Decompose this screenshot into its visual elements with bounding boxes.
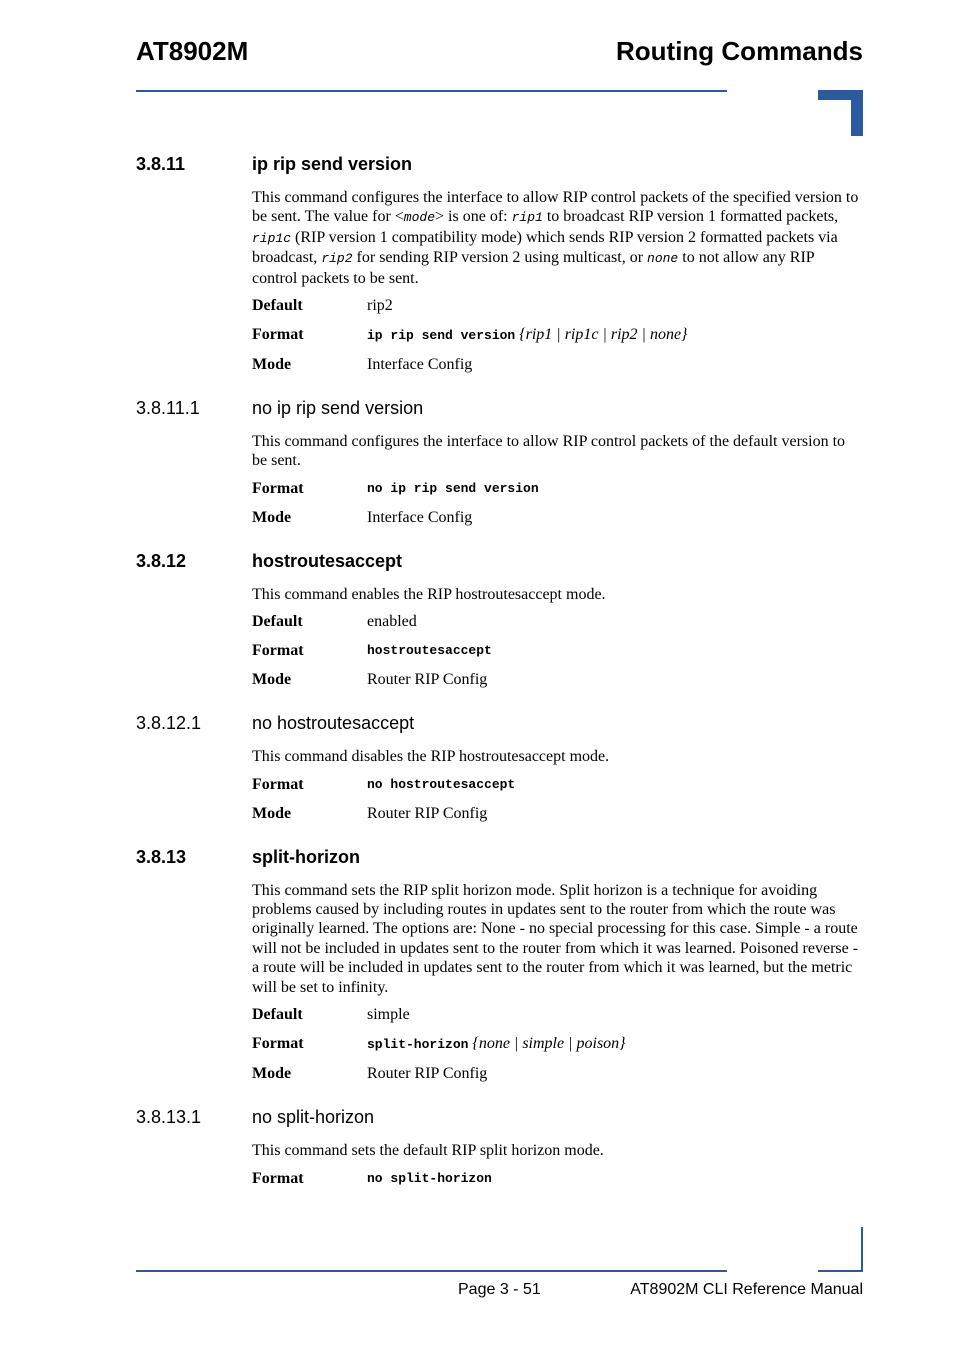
text-run: > is one of:: [435, 208, 512, 226]
default-label: Default: [252, 297, 303, 315]
section-number: 3.8.13: [136, 846, 187, 867]
footer-page-number: Page 3 - 51: [458, 1281, 541, 1298]
format-label: Format: [252, 642, 304, 660]
section-number: 3.8.12: [136, 550, 187, 571]
default-value: simple: [367, 1006, 410, 1024]
default-value: enabled: [367, 613, 417, 631]
section-ip-rip-send-version: [136, 152, 863, 375]
mode-label: Mode: [252, 671, 292, 689]
mode-row: [252, 804, 863, 824]
default-row: [252, 1005, 863, 1025]
description: This command configures the interface to allow RIP control packets of the default version to be sent.: [252, 433, 846, 470]
mode-row: [252, 508, 863, 528]
mode-value: Router RIP Config: [367, 1065, 488, 1083]
code-rip1c: rip1c: [252, 230, 292, 246]
section-number: 3.8.12.1: [136, 713, 202, 734]
code-none: none: [647, 251, 679, 267]
section-title: no ip rip send version: [252, 398, 424, 419]
code-rip1: rip1: [511, 210, 543, 226]
default-row: [252, 296, 863, 316]
format-label: Format: [252, 1035, 304, 1053]
mode-label: Mode: [252, 508, 292, 526]
description: This command sets the default RIP split horizon mode.: [252, 1142, 604, 1160]
description: This command disables the RIP hostroutesaccept mode.: [252, 748, 610, 766]
mode-label: Mode: [252, 356, 292, 374]
mode-row: [252, 1064, 863, 1084]
description: [252, 188, 863, 288]
section-no-ip-rip-send-version: [136, 396, 863, 528]
section-number: 3.8.11: [136, 154, 186, 174]
mode-value: Router RIP Config: [367, 804, 488, 822]
description: This command sets the RIP split horizon mode. Split horizon is a technique for avoiding problems caused by including routes in updates sent to the router from which the route was originally learned. The options are: None - no special processing for this case. Simple - a route will not be included in updates sent to the router from which it was learned. Poisoned reverse - a route will be included in updates sent to the router from which it was learned, but the metric will be set to infinity.: [252, 881, 859, 996]
format-label: Format: [252, 1169, 304, 1187]
section-title: ip rip send version: [252, 154, 413, 174]
section-heading: [136, 845, 863, 869]
section-heading: [136, 711, 863, 735]
page-content: [136, 152, 863, 1198]
default-value: rip2: [367, 297, 393, 315]
mode-value: Router RIP Config: [367, 671, 488, 689]
section-hostroutesaccept: [136, 549, 863, 690]
format-arguments: {none | simple | poison}: [472, 1035, 626, 1053]
section-number: 3.8.13.1: [136, 1107, 202, 1128]
header-rule: [136, 90, 727, 92]
section-title: hostroutesaccept: [252, 550, 403, 571]
section-title: no split-horizon: [252, 1107, 375, 1128]
format-command: no split-horizon: [367, 1170, 492, 1186]
section-no-hostroutesaccept: [136, 711, 863, 823]
format-label: Format: [252, 479, 304, 497]
mode-label: Mode: [252, 804, 292, 822]
header-chapter: Routing Commands: [616, 36, 863, 66]
code-mode: mode: [403, 210, 436, 226]
mode-label: Mode: [252, 1065, 292, 1083]
format-arguments: {rip1 | rip1c | rip2 | none}: [519, 326, 688, 344]
footer-rule: [136, 1270, 727, 1272]
corner-decoration-bottom-horizontal: [818, 1270, 863, 1272]
text-run: for sending RIP version 2 using multicast, or: [352, 249, 648, 267]
section-heading: [136, 396, 863, 420]
text-run: to not allow any RIP control packets to be sent.: [252, 249, 815, 287]
description: This command enables the RIP hostroutesaccept mode.: [252, 585, 606, 603]
section-heading: [136, 152, 863, 176]
header-product: AT8902M: [136, 36, 249, 66]
default-label: Default: [252, 1006, 303, 1024]
text-run: This command configures the interface to allow RIP control packets of the specified version to be sent. The value for <: [252, 189, 859, 226]
format-row: [252, 775, 863, 795]
format-row: [252, 1169, 863, 1189]
code-rip2: rip2: [321, 251, 353, 267]
mode-value: Interface Config: [367, 356, 473, 374]
format-label: Format: [252, 326, 304, 344]
corner-decoration-bottom: [861, 1227, 863, 1272]
format-command: no ip rip send version: [367, 480, 539, 496]
format-row: [252, 325, 863, 346]
format-row: [252, 1034, 863, 1055]
section-number: 3.8.11.1: [136, 398, 200, 419]
format-command: split-horizon: [367, 1037, 469, 1053]
mode-row: [252, 670, 863, 690]
section-title: split-horizon: [252, 846, 360, 867]
text-run: (RIP version 1 compatibility mode) which sends RIP version 2 formatted packets via broadcast,: [252, 228, 838, 267]
section-heading: [136, 1105, 863, 1129]
mode-row: [252, 355, 863, 375]
corner-decoration-top-vertical: [851, 90, 863, 136]
mode-value: Interface Config: [367, 508, 473, 526]
section-split-horizon: [136, 845, 863, 1084]
section-title: no hostroutesaccept: [252, 713, 415, 734]
text-run: to broadcast RIP version 1 formatted packets,: [542, 208, 839, 226]
format-row: [252, 479, 863, 499]
format-command: ip rip send version: [367, 328, 516, 344]
section-no-split-horizon: [136, 1105, 863, 1188]
section-heading: [136, 549, 863, 573]
format-command: no hostroutesaccept: [367, 776, 516, 792]
format-row: [252, 641, 863, 661]
format-label: Format: [252, 775, 304, 793]
format-command: hostroutesaccept: [367, 643, 492, 659]
footer-manual-title: AT8902M CLI Reference Manual: [630, 1281, 863, 1298]
default-row: [252, 612, 863, 632]
default-label: Default: [252, 613, 303, 631]
